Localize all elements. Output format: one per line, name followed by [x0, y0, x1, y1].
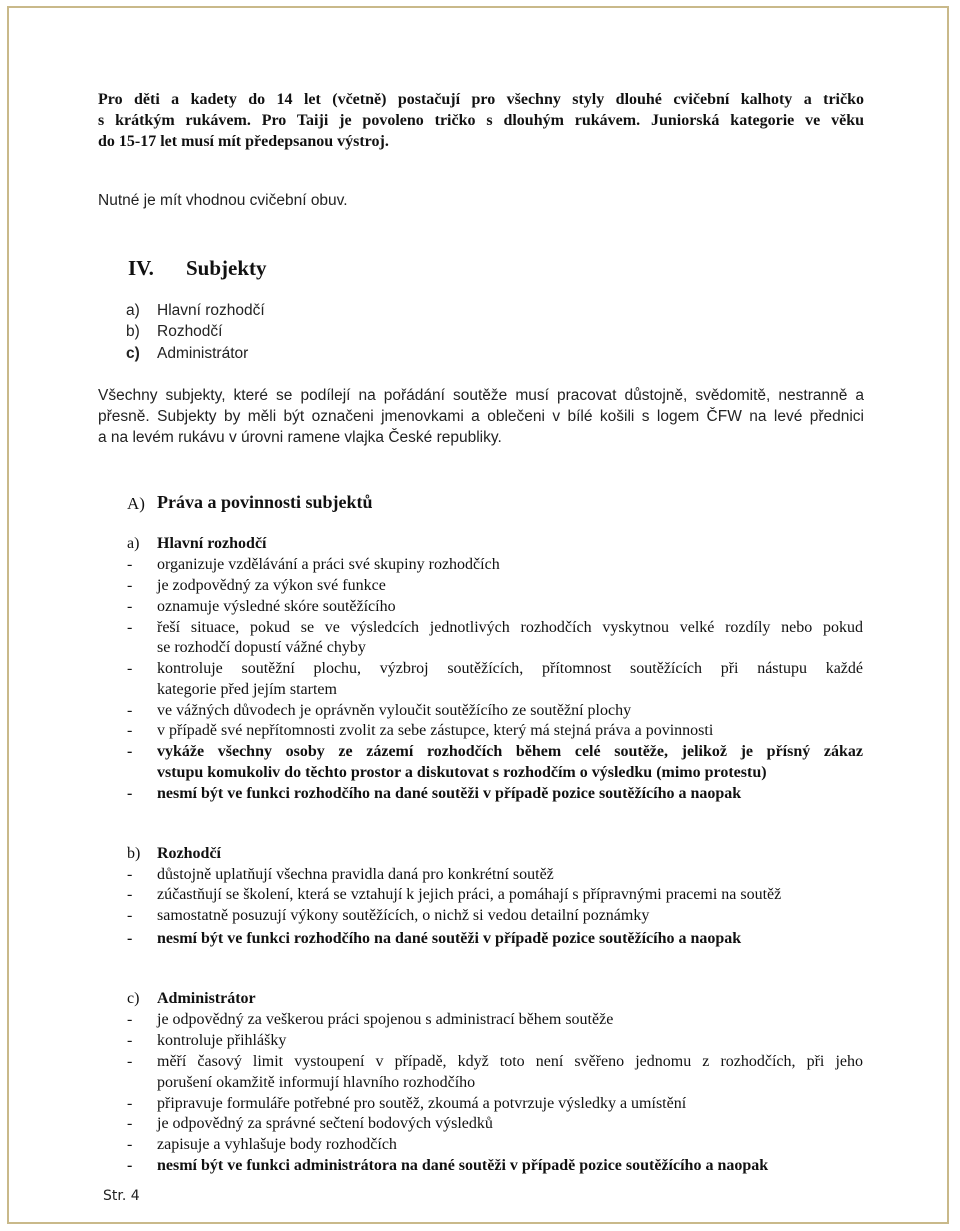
page-border: [7, 6, 949, 1224]
head-referee-item-cont: se rozhodčí dopustí vážné chyby: [157, 639, 366, 656]
head-referee-item: je zodpovědný za výkon své funkce: [157, 577, 386, 594]
head-referee-item-bold: nesmí být ve funkci rozhodčího na dané soutěži v případě pozice soutěžícího a naopak: [157, 785, 742, 802]
list-dash: -: [127, 1011, 133, 1028]
rights-title: Práva a povinnosti subjektů: [157, 492, 373, 512]
list-dash: -: [127, 722, 133, 739]
list-dash: -: [127, 866, 133, 883]
section-number: IV.: [128, 256, 154, 280]
head-referee-title: Hlavní rozhodčí: [157, 535, 267, 552]
head-referee-item-bold-cont: vstupu komukoliv do těchto prostor a diskutovat s rozhodčím o výsledku (mimo protestu): [157, 764, 767, 781]
admin-item: kontroluje přihlášky: [157, 1032, 287, 1049]
admin-marker: c): [127, 990, 140, 1007]
list-dash: -: [127, 1136, 133, 1153]
subject-label-a: Hlavní rozhodčí: [157, 302, 265, 319]
head-referee-item: v případě své nepřítomnosti zvolit za sebe zástupce, který má stejná práva a povinnosti: [157, 722, 714, 739]
subjects-para-line-1: Všechny subjekty, které se podílejí na pořádání soutěže musí pracovat důstojně, svědomitě, nestranně a: [98, 387, 864, 404]
referee-marker: b): [127, 845, 141, 862]
intro-line-3: do 15-17 let musí mít předepsanou výstroj.: [98, 133, 389, 150]
list-dash: -: [127, 1157, 133, 1174]
referee-item: samostatně posuzují výkony soutěžících, o nichž si vedou detailní poznámky: [157, 907, 650, 924]
list-dash: -: [127, 907, 133, 924]
admin-item-bold: nesmí být ve funkci administrátora na dané soutěži v případě pozice soutěžícího a naopak: [157, 1157, 769, 1174]
admin-item-cont: porušení okamžitě informují hlavního rozhodčího: [157, 1074, 476, 1091]
subjects-para-line-3: a na levém rukávu v úrovni ramene vlajka České republiky.: [98, 429, 502, 446]
head-referee-marker: a): [127, 535, 140, 552]
list-dash: -: [127, 1095, 133, 1112]
head-referee-item-cont: kategorie před jejím startem: [157, 681, 337, 698]
intro-line-2: s krátkým rukávem. Pro Taiji je povoleno tričko s dlouhým rukávem. Juniorská kategorie ve věku: [98, 112, 864, 129]
head-referee-item: oznamuje výsledné skóre soutěžícího: [157, 598, 396, 615]
referee-item: zúčastňují se školení, která se vztahují k jejich práci, a pomáhají s přípravnými pracemi na soutěž: [157, 886, 782, 903]
admin-item: je odpovědný za správné sečtení bodových výsledků: [157, 1115, 493, 1132]
list-dash: -: [127, 1115, 133, 1132]
admin-title: Administrátor: [157, 990, 256, 1007]
subject-marker-c: c): [126, 345, 140, 362]
list-dash: -: [127, 886, 133, 903]
head-referee-item: kontroluje soutěžní plochu, výzbroj soutěžících, přítomnost soutěžících při nástupu každé: [157, 660, 863, 677]
referee-item: důstojně uplatňují všechna pravidla daná pro konkrétní soutěž: [157, 866, 554, 883]
admin-item: je odpovědný za veškerou práci spojenou s administrací během soutěže: [157, 1011, 614, 1028]
list-dash: -: [127, 1032, 133, 1049]
subject-marker-a: a): [126, 302, 140, 319]
subject-marker-b: b): [126, 323, 140, 340]
list-dash: -: [127, 660, 133, 677]
list-dash: -: [127, 577, 133, 594]
list-dash: -: [127, 1053, 133, 1070]
admin-item: připravuje formuláře potřebné pro soutěž, zkoumá a potvrzuje výsledky a umístění: [157, 1095, 687, 1112]
list-dash: -: [127, 619, 133, 636]
rights-marker: A): [127, 494, 145, 513]
head-referee-item-bold: vykáže všechny osoby ze zázemí rozhodčích během celé soutěže, jelikož je přísný zákaz: [157, 743, 863, 760]
list-dash: -: [127, 930, 133, 947]
subject-label-b: Rozhodčí: [157, 323, 223, 340]
referee-title: Rozhodčí: [157, 845, 221, 862]
head-referee-item: ve vážných důvodech je oprávněn vyloučit soutěžícího ze soutěžní plochy: [157, 702, 632, 719]
list-dash: -: [127, 785, 133, 802]
intro-line-1: Pro děti a kadety do 14 let (včetně) postačují pro všechny styly dlouhé cvičební kalhoty a tričko: [98, 91, 864, 108]
head-referee-item: organizuje vzdělávání a práci své skupiny rozhodčích: [157, 556, 500, 573]
admin-item: zapisuje a vyhlašuje body rozhodčích: [157, 1136, 397, 1153]
list-dash: -: [127, 702, 133, 719]
footwear-note: Nutné je mít vhodnou cvičební obuv.: [98, 192, 348, 209]
list-dash: -: [127, 598, 133, 615]
referee-item-bold: nesmí být ve funkci rozhodčího na dané soutěži v případě pozice soutěžícího a naopak: [157, 930, 742, 947]
subjects-para-line-2: přesně. Subjekty by měli být označeni jmenovkami a oblečeni v bílé košili s logem ČFW na levé přednici: [98, 408, 864, 425]
section-title: Subjekty: [186, 256, 267, 280]
list-dash: -: [127, 743, 133, 760]
head-referee-item: řeší situace, pokud se ve výsledcích jednotlivých rozhodčích vyskytnou velké rozdíly nebo pokud: [157, 619, 863, 636]
page-number: Str. 4: [103, 1188, 140, 1204]
subject-label-c: Administrátor: [157, 345, 249, 362]
admin-item: měří časový limit vystoupení v případě, když toto není svěřeno jednomu z rozhodčích, při jeho: [157, 1053, 863, 1070]
list-dash: -: [127, 556, 133, 573]
